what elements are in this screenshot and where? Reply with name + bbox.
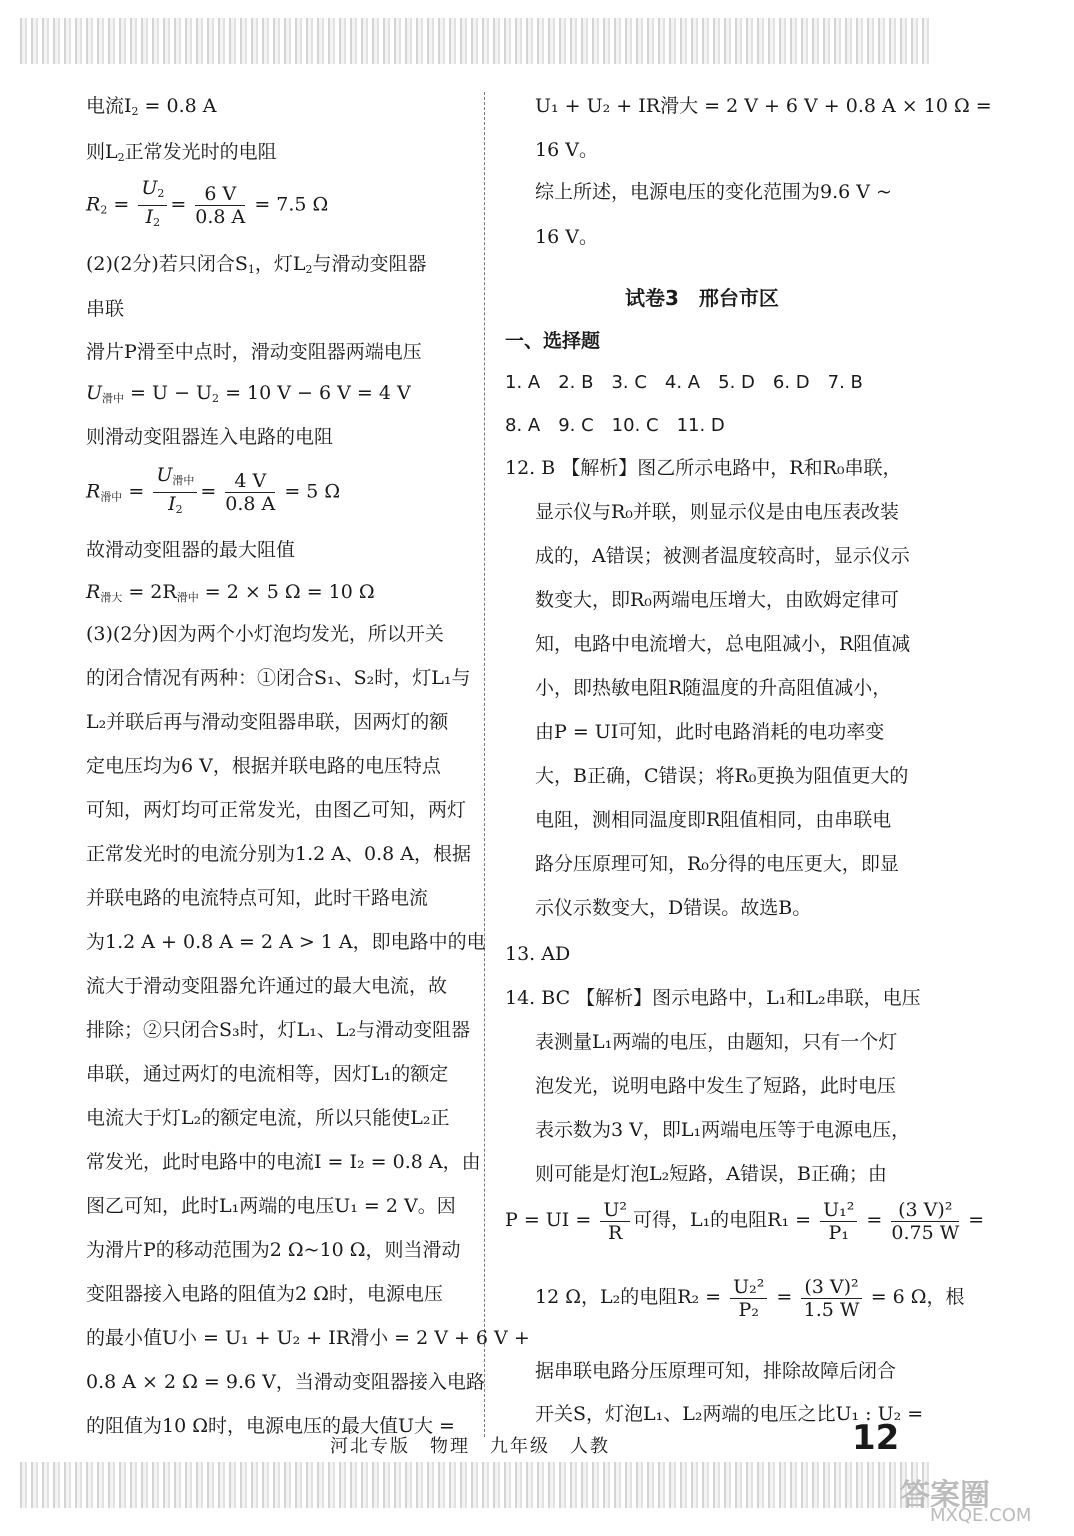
page-number: 12	[852, 1418, 900, 1458]
text-line: 的阻值为10 Ω时，电源电压的最大值U大 =	[86, 1415, 455, 1437]
answers-row-2: 8. A 9. C 10. C 11. D	[505, 415, 725, 436]
text-line: $U_{滑中} = U - U_2 = 10$ V − 6 V = 4 V	[86, 382, 411, 405]
text-line: U₁ + U₂ + IR滑大 = 2 V + 6 V + 0.8 A × 10 Ω =	[535, 95, 992, 117]
text-line: 的最小值U小 = U₁ + U₂ + IR滑小 = 2 V + 6 V +	[86, 1327, 530, 1349]
q14-line: 表测量L₁两端的电压，由题知，只有一个灯	[535, 1031, 898, 1053]
q12-line: 小，即热敏电阻R随温度的升高阻值减小，	[535, 677, 892, 699]
text-line: 的闭合情况有两种：①闭合S₁、S₂时，灯L₁与	[86, 667, 471, 689]
text-line: 可知，两灯均可正常发光，由图乙可知，两灯	[86, 799, 467, 821]
text-line: 综上所述，电源电压的变化范围为9.6 V ~	[535, 181, 892, 203]
q12-line: 电阻，测相同温度即R阻值相同，由串联电	[535, 809, 892, 831]
text-line: 为1.2 A + 0.8 A = 2 A > 1 A，即电路中的电	[86, 931, 486, 953]
q12-line: 知，电路中电流增大，总电阻减小，R阻值减	[535, 633, 911, 655]
answers-row-1: 1. A 2. B 3. C 4. A 5. D 6. D 7. B	[505, 372, 863, 393]
text-line: 16 V。	[535, 226, 598, 248]
q12-line: 示仪示数变大，D错误。故选B。	[535, 897, 812, 919]
text-line: (3)(2分)因为两个小灯泡均发光，所以开关	[86, 623, 444, 645]
q12-line: 成的，A错误；被测者温度较高时，显示仪示	[535, 545, 910, 567]
text-line: 电流大于灯L₂的额定电流，所以只能使L₂正	[86, 1107, 450, 1129]
text-line: 则$L_2$正常发光时的电阻	[86, 141, 277, 164]
q12-line: 12. B 【解析】图乙所示电路中，R和R₀串联，	[505, 457, 902, 479]
text-line: 排除；②只闭合S₃时，灯L₁、L₂与滑动变阻器	[86, 1019, 471, 1041]
text-line: 0.8 A × 2 Ω = 9.6 V，当滑动变阻器接入电路	[86, 1371, 485, 1393]
formula-r-mid: $R_{滑中}$ = $\frac{U_{滑中}}{I_2}$ = $\frac{4 V}{0.8 A}$ = 5 Ω	[86, 464, 341, 516]
q12-line: 由P = UI可知，此时电路消耗的电功率变	[535, 721, 885, 743]
text-line: 图乙可知，此时L₁两端的电压U₁ = 2 V。因	[86, 1195, 456, 1217]
top-decorative-band	[20, 18, 930, 64]
text-line: 故滑动变阻器的最大阻值	[86, 539, 296, 561]
text-line: 则滑动变阻器连入电路的电阻	[86, 426, 334, 448]
text-line: 定电压均为6 V，根据并联电路的电压特点	[86, 755, 441, 777]
text-line: 16 V。	[535, 139, 598, 161]
text-line: (2)(2分)若只闭合$S_1$，灯$L_2$与滑动变阻器	[86, 253, 427, 276]
q14-line: 则可能是灯泡L₂短路，A错误，B正确；由	[535, 1163, 887, 1185]
q14-line: 开关S，灯泡L₁、L₂两端的电压之比U₁ : U₂ =	[535, 1403, 924, 1425]
text-line: 正常发光时的电流分别为1.2 A、0.8 A，根据	[86, 843, 471, 865]
formula-r2-l2: 12 Ω，L₂的电阻R₂ = $\frac{\text{U₂²}}{\text{P₂}}$ = $\frac{\text{(3 V)²}}{1.5 W}$ = 6 Ω，根	[535, 1275, 965, 1321]
part-heading: 一、选择题	[505, 330, 601, 352]
text-line: 为滑片P的移动范围为2 Ω~10 Ω，则当滑动	[86, 1239, 461, 1261]
q12-line: 数变大，即R₀两端电压增大，由欧姆定律可	[535, 589, 899, 611]
q14-line: 14. BC 【解析】图示电路中，L₁和L₂串联，电压	[505, 987, 921, 1009]
q12-line: 大，B正确，C错误；将R₀更换为阻值更大的	[535, 765, 909, 787]
q12-line: 路分压原理可知，R₀分得的电压更大，即显	[535, 853, 899, 875]
text-line: $R_{滑大} = 2R_{滑中} = 2 \times 5$ Ω = 10 Ω	[86, 581, 375, 604]
text-line: 电流$I_2 = 0.8$ A	[86, 95, 217, 118]
formula-r2: $R_2$ = $\frac{U_2}{I_2}$ = $\frac{6 V}{0.8 A}$ = 7.5 Ω	[86, 177, 329, 229]
q12-line: 显示仪与R₀并联，则显示仪是由电压表改装	[535, 501, 899, 523]
text-line: 串联，通过两灯的电流相等，因灯L₁的额定	[86, 1063, 449, 1085]
column-divider	[484, 92, 485, 1437]
text-line: 串联	[86, 298, 125, 320]
text-line: 滑片P滑至中点时，滑动变阻器两端电压	[86, 341, 422, 363]
q14-line: 泡发光，说明电路中发生了短路，此时电压	[535, 1075, 897, 1097]
text-line: 流大于滑动变阻器允许通过的最大电流，故	[86, 975, 448, 997]
watermark-url: MXQE.COM	[930, 1505, 1032, 1526]
text-line: L₂并联后再与滑动变阻器串联，因两灯的额	[86, 711, 449, 733]
bottom-decorative-band	[20, 1462, 930, 1508]
footer-text: 河北专版 物理 九年级 人教	[330, 1436, 610, 1457]
text-line: 常发光，此时电路中的电流I = I₂ = 0.8 A，由	[86, 1151, 481, 1173]
q14-line: 表示数为3 V，即L₁两端电压等于电源电压，	[535, 1119, 911, 1141]
q14-line: 据串联电路分压原理可知，排除故障后闭合	[535, 1360, 897, 1382]
section-title: 试卷3 邢台市区	[625, 286, 779, 310]
text-line: 变阻器接入电路的阻值为2 Ω时，电源电压	[86, 1283, 443, 1305]
formula-r1: P = UI = $\frac{\text{U²}}{R}$ 可得，L₁的电阻R₁ = $\frac{\text{U₁²}}{\text{P₁}}$ = $\frac{\text{(3 V)²}}{0.75 W}$ =	[505, 1198, 985, 1244]
watermark: 答案圈	[900, 1478, 990, 1513]
q13-answer: 13. AD	[505, 943, 571, 965]
text-line: 并联电路的电流特点可知，此时干路电流	[86, 887, 429, 909]
